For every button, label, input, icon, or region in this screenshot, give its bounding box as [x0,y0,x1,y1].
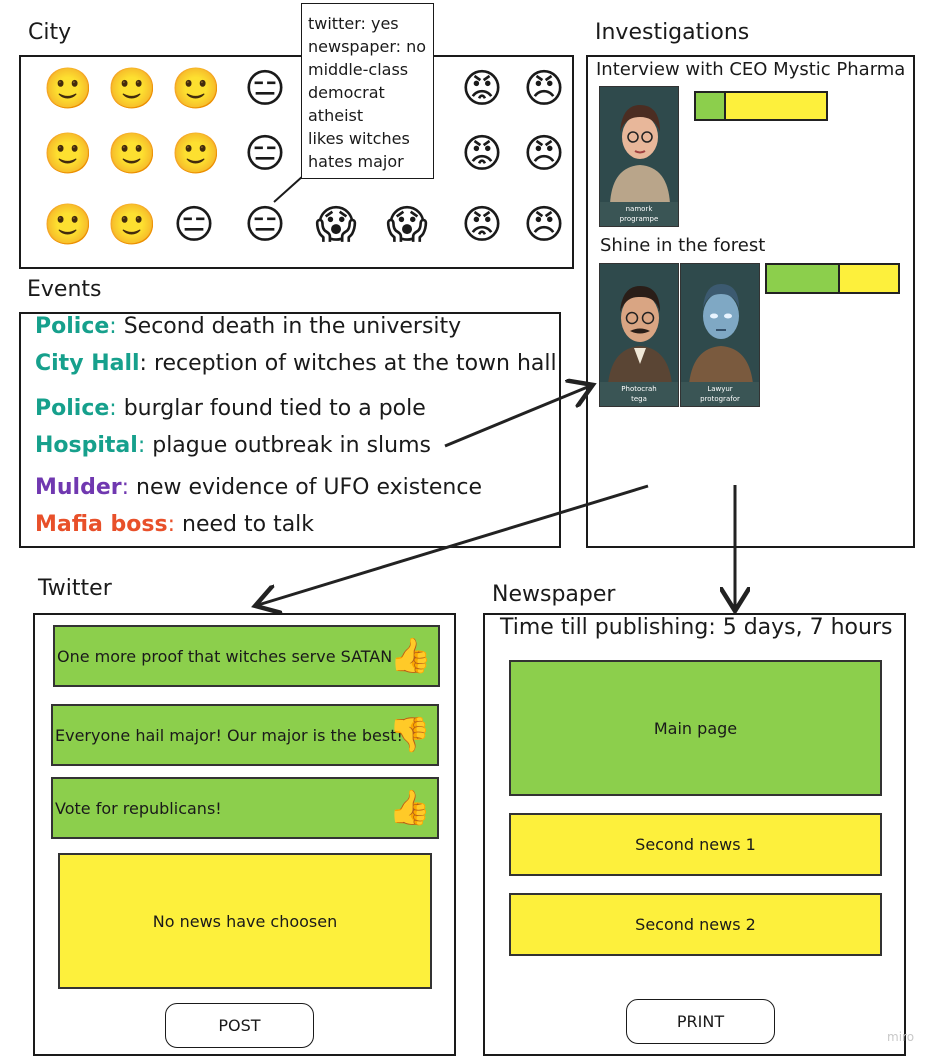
card-sub: protografor [700,395,740,403]
card-sub: programpe [619,215,659,223]
tweet-draft[interactable]: No news have choosen [58,853,432,989]
newspaper-panel [483,613,906,1056]
citizen-face[interactable]: 🙂 [171,66,221,112]
tooltip-line: democrat [308,83,385,102]
watermark: miro [887,1030,915,1044]
event-separator: : [121,475,137,500]
tooltip-line: hates major [308,152,404,171]
citizen-face[interactable]: 😑 [173,202,215,248]
citizen-face[interactable]: 😡 [461,202,503,248]
event-text: new evidence of UFO existence [136,475,482,500]
arrow-events-to-investigations [445,386,590,446]
thumbs-up-icon[interactable]: 👍 [388,788,431,828]
event-source: City Hall [35,351,140,376]
tooltip-line: middle-class [308,60,409,79]
tweet[interactable] [51,777,439,839]
events-title: Events [27,277,102,302]
event-text: burglar found tied to a pole [123,396,426,421]
event-separator: : [139,351,154,376]
citizen-face[interactable]: 😠 [523,202,565,248]
citizen-face[interactable]: 😑 [244,131,286,177]
citizen-face[interactable]: 😑 [244,66,286,112]
event-text: plague outbreak in slums [152,433,431,458]
event-separator: : [167,512,183,537]
newspaper-title: Newspaper [492,582,616,607]
event-source: Police [35,396,110,421]
citizen-face[interactable]: 😑 [244,202,286,248]
tooltip-line: twitter: yes [308,14,399,33]
citizen-face[interactable]: 😡 [461,131,503,177]
tooltip-line: atheist [308,106,364,125]
event-text: reception of witches at the town hall [153,351,557,376]
event-separator: : [109,314,124,339]
event-source: Mulder [35,475,122,500]
citizen-face[interactable]: 🙂 [43,131,93,177]
tweet-text: Vote for republicans! [55,798,222,818]
citizen-face[interactable]: 🙂 [43,66,93,112]
citizen-face[interactable]: 😡 [461,66,503,112]
card-role: Lawyur [707,385,733,393]
thumbs-down-icon[interactable]: 👎 [388,715,431,755]
citizen-face[interactable]: 🙂 [107,131,157,177]
event-text: Second death in the university [123,314,462,339]
second-news-slot-2[interactable]: Second news 2 [509,893,882,956]
twitter-panel [33,613,456,1056]
print-button[interactable]: PRINT [626,999,775,1044]
tooltip-line: likes witches [308,129,410,148]
citizen-face[interactable]: 😠 [523,66,565,112]
main-page-slot[interactable]: Main page [509,660,882,796]
event-separator: : [137,433,153,458]
card-role: namork [625,205,653,213]
citizen-face[interactable]: 🙂 [107,202,157,248]
tweet-text: Everyone hail major! Our major is the best! [55,725,403,745]
citizen-face[interactable]: 😱 [386,202,428,248]
tooltip-line: newspaper: no [308,37,427,56]
tweet[interactable] [53,625,440,687]
investigation-name[interactable]: Interview with CEO Mystic Pharma [596,59,906,80]
card-role: Photocrah [621,385,657,393]
event-separator: : [109,396,124,421]
citizen-face[interactable]: 🙂 [43,202,93,248]
second-news-slot-1[interactable]: Second news 1 [509,813,882,876]
citizen-face[interactable]: 🙂 [107,66,157,112]
city-title: City [28,20,72,45]
investigation-name[interactable]: Shine in the forest [600,235,766,256]
twitter-title: Twitter [38,576,112,601]
citizen-face[interactable]: 😠 [523,131,565,177]
card-sub: tega [631,395,647,403]
event-source: Hospital [35,433,138,458]
event-source: Police [35,314,110,339]
event-source: Mafia boss [35,512,168,537]
investigations-title: Investigations [595,20,750,45]
citizen-face[interactable]: 😱 [315,202,357,248]
tweet-text: One more proof that witches serve SATAN [57,646,393,666]
publishing-countdown: Time till publishing: 5 days, 7 hours [500,615,893,640]
post-button[interactable]: POST [165,1003,314,1048]
thumbs-up-icon[interactable]: 👍 [389,636,432,676]
event-text: need to talk [182,512,315,537]
citizen-face[interactable]: 🙂 [171,131,221,177]
tweet[interactable] [51,704,439,766]
